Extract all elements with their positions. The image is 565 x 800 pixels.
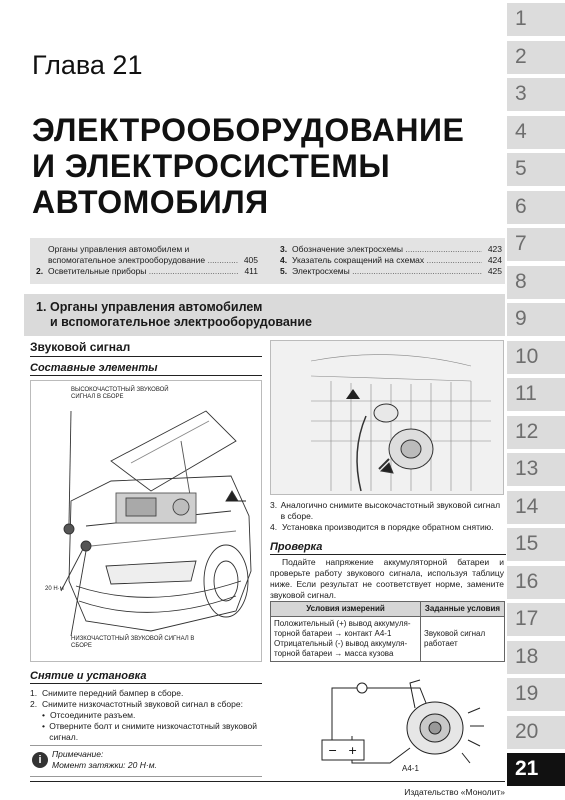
chapter-tab-21[interactable] bbox=[507, 753, 565, 788]
toc-label: вспомогательное электрооборудование ..... bbox=[48, 255, 238, 266]
chapter-tab-label: 13 bbox=[515, 457, 539, 480]
toc-label: Органы управления автомобилем и bbox=[48, 244, 190, 254]
toc-page: 405 bbox=[238, 255, 258, 266]
chapter-tab-label: 7 bbox=[515, 232, 527, 255]
toc-number: 4. bbox=[280, 255, 288, 265]
step-text: Снимите передний бампер в сборе. bbox=[42, 688, 184, 698]
install-heading: Снятие и установка bbox=[30, 670, 262, 684]
toc-column-left bbox=[36, 244, 258, 277]
title-line: И ЭЛЕКТРОСИСТЕМЫ bbox=[32, 148, 391, 184]
chapter-tab-label: 16 bbox=[515, 569, 539, 593]
toc-page: 424 bbox=[482, 255, 502, 266]
chapter-tab-11[interactable] bbox=[507, 378, 565, 413]
step-number: 3. bbox=[270, 500, 278, 510]
chapter-tab-label: 18 bbox=[515, 644, 539, 668]
circuit-diagram bbox=[270, 668, 504, 778]
page-title bbox=[32, 112, 502, 220]
test-conditions-table bbox=[270, 601, 505, 662]
chapter-tab-15[interactable] bbox=[507, 528, 565, 563]
chapter-tab-label: 5 bbox=[515, 157, 527, 180]
table-header-row bbox=[271, 602, 505, 617]
step-text: Снимите низкочастотный звуковой сигнал в сборе: bbox=[42, 699, 243, 709]
chapter-tab-3[interactable] bbox=[507, 78, 565, 113]
chapter-tab-label: 10 bbox=[515, 344, 539, 368]
chapter-tab-6[interactable] bbox=[507, 191, 565, 226]
chapter-tab-17[interactable] bbox=[507, 603, 565, 638]
chapter-tab-5[interactable] bbox=[507, 153, 565, 188]
toc-label: Обозначение электросхемы ..... bbox=[292, 244, 482, 255]
toc-label: Электросхемы ..... bbox=[292, 266, 482, 277]
check-heading: Проверка bbox=[270, 541, 506, 555]
cell-line: Положительный (+) вывод аккумуля- bbox=[274, 619, 411, 628]
bullet-icon: • bbox=[42, 721, 45, 731]
bullet-text: Отсоедините разъем. bbox=[50, 710, 136, 720]
toc-number: 3. bbox=[280, 244, 288, 254]
horn-heading: Звуковой сигнал bbox=[30, 340, 262, 357]
chapter-tab-label: 8 bbox=[515, 269, 527, 293]
toc-label: Указатель сокращений на схемах ..... bbox=[292, 255, 482, 266]
chapter-tab-label: 11 bbox=[515, 382, 537, 405]
chapter-tab-label: 2 bbox=[515, 44, 527, 68]
toc-column-right bbox=[280, 244, 502, 277]
note-box bbox=[30, 745, 262, 777]
chapter-tab-12[interactable] bbox=[507, 416, 565, 451]
footer bbox=[30, 781, 505, 797]
chapter-tab-label: 4 bbox=[515, 119, 527, 143]
chapter-tab-19[interactable] bbox=[507, 678, 565, 713]
bullet-text: Отверните болт и снимите низкочастотный звуковой сигнал. bbox=[49, 721, 258, 742]
section-title-line: и вспомогательное электрооборудование bbox=[50, 315, 312, 329]
chapter-tab-label: 20 bbox=[515, 719, 539, 743]
horn-closeup-illustration bbox=[271, 341, 504, 495]
toc-page: 423 bbox=[482, 244, 502, 255]
cell-line: торной батареи → масса кузова bbox=[274, 649, 394, 658]
toc-item[interactable] bbox=[36, 255, 258, 266]
connector-label: A4-1 bbox=[402, 764, 419, 773]
low-horn-callout: НИЗКОЧАСТОТНЫЙ ЗВУКОВОЙ СИГНАЛ В СБОРЕ bbox=[71, 636, 195, 649]
high-horn-callout: ВЫСОКОЧАСТОТНЫЙ ЗВУКОВОЙ СИГНАЛ В СБОРЕ bbox=[71, 387, 169, 400]
toc-item[interactable] bbox=[36, 244, 258, 255]
cell-line: Звуковой сигнал bbox=[424, 629, 486, 638]
table-of-contents bbox=[30, 238, 505, 284]
chapter-tab-label: 14 bbox=[515, 494, 539, 518]
chapter-tab-label: 12 bbox=[515, 419, 539, 443]
toc-label: Осветительные приборы ..... bbox=[48, 266, 238, 277]
chapter-label: Глава 21 bbox=[32, 50, 143, 80]
chapter-tab-16[interactable] bbox=[507, 566, 565, 601]
components-heading: Составные элементы bbox=[30, 362, 262, 376]
check-text: Подайте напряжение аккумуляторной батареи и проверьте работу звукового сигнала, используя таблицу ниже. Если результат не соответствует норме, замените звуковой сигнал. bbox=[270, 557, 504, 600]
section-number: 1. bbox=[36, 300, 47, 314]
chapter-tab-label: 3 bbox=[515, 82, 527, 105]
chapter-tab-10[interactable] bbox=[507, 341, 565, 376]
horn-test-circuit-figure bbox=[270, 668, 504, 778]
step-item bbox=[270, 500, 506, 522]
chapter-tab-13[interactable] bbox=[507, 453, 565, 488]
toc-number bbox=[36, 255, 48, 266]
chapter-tab-label: 9 bbox=[515, 307, 527, 330]
table-header: Условия измерений bbox=[271, 602, 421, 617]
chapter-tab-7[interactable] bbox=[507, 228, 565, 263]
chapter-tab-label: 19 bbox=[515, 682, 539, 705]
horn-closeup-figure bbox=[270, 340, 504, 495]
step-number: 1. bbox=[30, 688, 38, 698]
engine-bay-figure bbox=[30, 380, 262, 662]
note-text: Момент затяжки: 20 Н·м. bbox=[52, 760, 157, 770]
step-text: Установка производится в порядке обратном снятию. bbox=[282, 522, 494, 532]
chapter-tab-label: 17 bbox=[515, 607, 539, 630]
table-row bbox=[271, 617, 505, 662]
title-line: ЭЛЕКТРООБОРУДОВАНИЕ bbox=[32, 112, 465, 148]
section-title-line: Органы управления автомобилем bbox=[50, 300, 263, 314]
install-steps bbox=[30, 688, 266, 743]
step-bullet bbox=[30, 721, 266, 743]
chapter-tab-label: 15 bbox=[515, 532, 539, 555]
chapter-tab-1[interactable] bbox=[507, 3, 565, 38]
chapter-tab-2[interactable] bbox=[507, 41, 565, 76]
toc-item[interactable] bbox=[280, 244, 502, 255]
bullet-icon: • bbox=[42, 710, 45, 720]
cell-line: Отрицательный (-) вывод аккумуля- bbox=[274, 639, 408, 648]
chapter-tab-4[interactable] bbox=[507, 116, 565, 151]
step-number: 2. bbox=[30, 699, 38, 709]
publisher: Издательство «Монолит» bbox=[404, 787, 505, 797]
step-item bbox=[30, 688, 266, 699]
step-text: Аналогично снимите высокочастотный звуковой сигнал в сборе. bbox=[280, 500, 501, 521]
torque-callout: 20 Н·м bbox=[45, 586, 64, 592]
table-cell bbox=[421, 617, 505, 662]
chapter-tab-9[interactable] bbox=[507, 303, 565, 338]
car-diagram bbox=[31, 381, 261, 661]
battery-plus-icon: + bbox=[348, 744, 358, 757]
toc-page: 411 bbox=[238, 266, 258, 277]
chapter-tab-8[interactable] bbox=[507, 266, 565, 301]
toc-number: 5. bbox=[280, 266, 288, 276]
removal-steps-continued bbox=[270, 500, 506, 533]
cell-line: торной батареи → контакт A4-1 bbox=[274, 629, 392, 638]
table-cell bbox=[271, 617, 421, 662]
chapter-tab-label: 1 bbox=[515, 7, 527, 30]
chapter-tab-14[interactable] bbox=[507, 491, 565, 526]
table-header: Заданные условия bbox=[421, 602, 505, 617]
step-number: 4. bbox=[270, 522, 278, 532]
chapter-tab-18[interactable] bbox=[507, 641, 565, 676]
info-icon: i bbox=[32, 752, 48, 768]
toc-item[interactable] bbox=[280, 266, 502, 277]
note-label: Примечание: bbox=[52, 749, 104, 759]
step-item bbox=[270, 522, 506, 533]
chapter-tabs bbox=[507, 0, 565, 800]
toc-item[interactable] bbox=[36, 266, 258, 277]
chapter-tab-20[interactable] bbox=[507, 716, 565, 751]
battery-minus-icon: − bbox=[328, 744, 338, 757]
title-line: АВТОМОБИЛЯ bbox=[32, 184, 269, 220]
step-bullet bbox=[30, 710, 266, 721]
section-header bbox=[24, 294, 505, 336]
toc-page: 425 bbox=[482, 266, 502, 277]
chapter-tab-label: 21 bbox=[515, 757, 539, 780]
cell-line: работает bbox=[424, 639, 458, 648]
toc-number: 2. bbox=[36, 266, 44, 276]
chapter-tab-label: 6 bbox=[515, 194, 527, 218]
toc-item[interactable] bbox=[280, 255, 502, 266]
step-item bbox=[30, 699, 266, 710]
